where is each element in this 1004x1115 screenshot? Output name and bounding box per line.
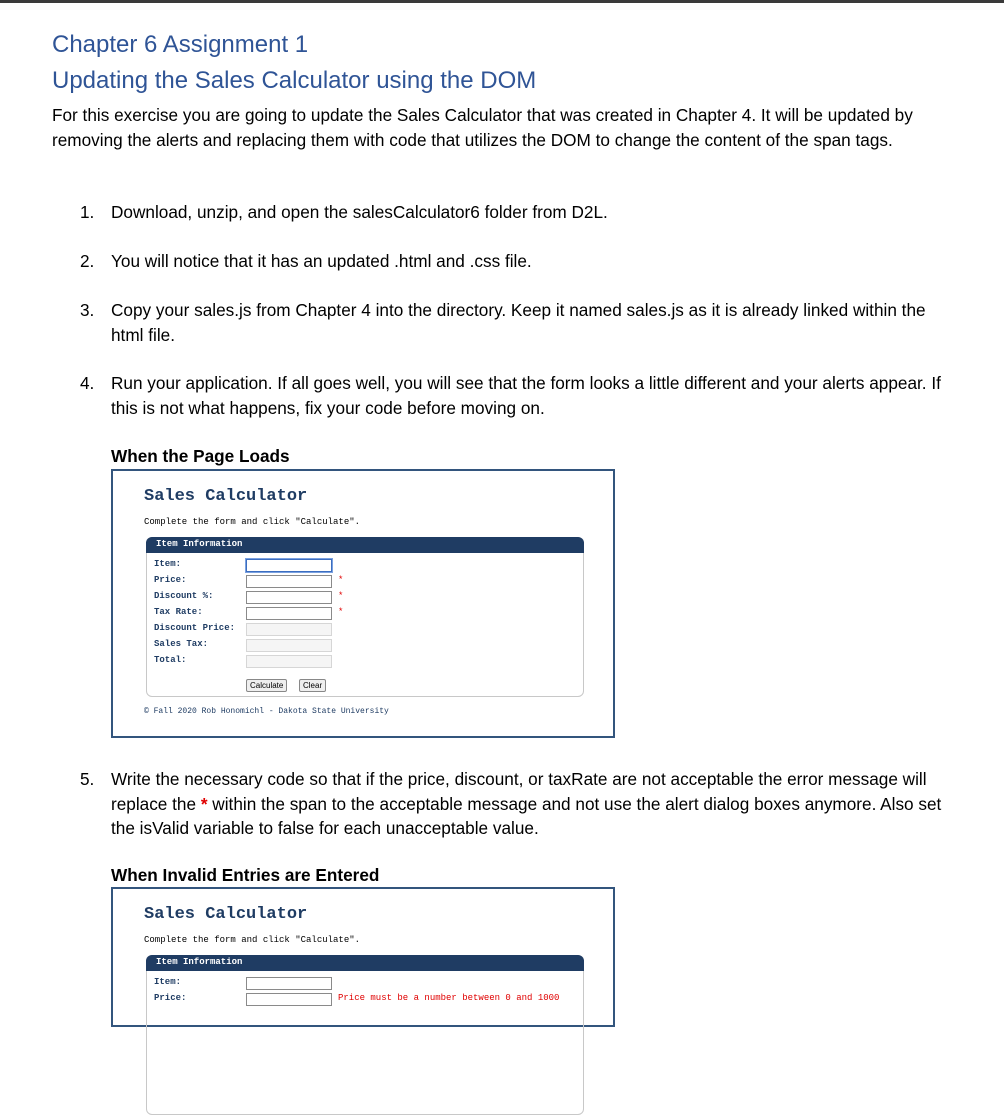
price-label: Price: [154,993,187,1003]
total-label: Total: [154,655,187,665]
discount-price-output [246,623,332,636]
row-tax [154,607,584,620]
step-number: 2. [80,251,95,271]
calculator-screenshot-initial [111,469,615,738]
step-text: Run your application. If all goes well, you will see that the form looks a little different and your alerts appear. If this is not what happens, fix your code before moving on. [111,373,941,418]
calculator-footer: © Fall 2020 Rob Honomichl - Dakota State University [144,707,389,716]
fieldset-legend [146,537,584,553]
price-required-mark: * [338,575,344,585]
discount-price-label: Discount Price: [154,623,236,633]
tax-input[interactable] [246,607,332,620]
sales-tax-label: Sales Tax: [154,639,209,649]
clear-button[interactable]: Clear [299,679,326,692]
step-text: Copy your sales.js from Chapter 4 into the directory. Keep it named sales.js as it is already linked within the html file. [111,300,926,345]
step-text-before: Write the necessary code so that if the price, discount, or taxRate are not acceptable the error message will replace the [111,769,927,814]
step-4 [80,371,960,420]
intro-paragraph: For this exercise you are going to update the Sales Calculator that was created in Chapter 4. It will be updated by removing the alerts and replacing them with code that utilizes the DOM to change the content of the span tags. [52,105,913,150]
step-5 [80,767,960,841]
discount-input[interactable] [246,591,332,604]
step-text [111,767,960,841]
tax-label: Tax Rate: [154,607,203,617]
step-text: Download, unzip, and open the salesCalculator6 folder from D2L. [111,202,608,222]
page-subtitle: Updating the Sales Calculator using the DOM [52,66,537,94]
step-number: 1. [80,202,95,222]
calculator-title: Sales Calculator [144,905,308,924]
step-2 [80,249,960,274]
calculator-title: Sales Calculator [144,487,308,506]
calculator-screenshot-invalid [111,887,615,1027]
step-number: 4. [80,373,95,393]
top-border [0,0,1004,3]
row-discount-price [154,623,584,636]
asterisk-symbol: * [200,793,208,814]
caption-invalid-entries: When Invalid Entries are Entered [111,865,380,885]
item-information-fieldset [146,955,584,1115]
row-item [154,559,584,572]
step-number: 5. [80,769,95,789]
item-label: Item: [154,559,182,569]
sales-tax-output [246,639,332,652]
fieldset-legend [146,955,584,971]
total-output [246,655,332,668]
price-error-message: Price must be a number between 0 and 1000 [338,993,560,1003]
price-label: Price: [154,575,187,585]
step-3 [80,298,960,347]
item-input[interactable] [246,559,332,572]
row-item [154,977,584,990]
legend-text: Item Information [156,539,243,549]
caption-page-loads: When the Page Loads [111,446,290,466]
calculator-instructions: Complete the form and click "Calculate". [144,935,361,945]
step-text: You will notice that it has an updated .html and .css file. [111,251,532,271]
item-label: Item: [154,977,182,987]
step-text-after: within the span to the acceptable message and not use the alert dialog boxes anymore. Also set the isValid variable to false for each unacceptable value. [111,793,942,838]
item-information-fieldset [146,537,584,697]
row-total [154,655,584,668]
step-1 [80,200,960,225]
row-sales-tax [154,639,584,652]
calculator-instructions: Complete the form and click "Calculate". [144,517,361,527]
item-input[interactable] [246,977,332,990]
calculate-button[interactable]: Calculate [246,679,287,692]
legend-text: Item Information [156,957,243,967]
price-input[interactable] [246,575,332,588]
discount-required-mark: * [338,591,344,601]
discount-label: Discount %: [154,591,214,601]
step-number: 3. [80,300,95,320]
tax-required-mark: * [338,607,344,617]
row-price [154,575,584,588]
row-discount [154,591,584,604]
page-title: Chapter 6 Assignment 1 [52,31,309,59]
